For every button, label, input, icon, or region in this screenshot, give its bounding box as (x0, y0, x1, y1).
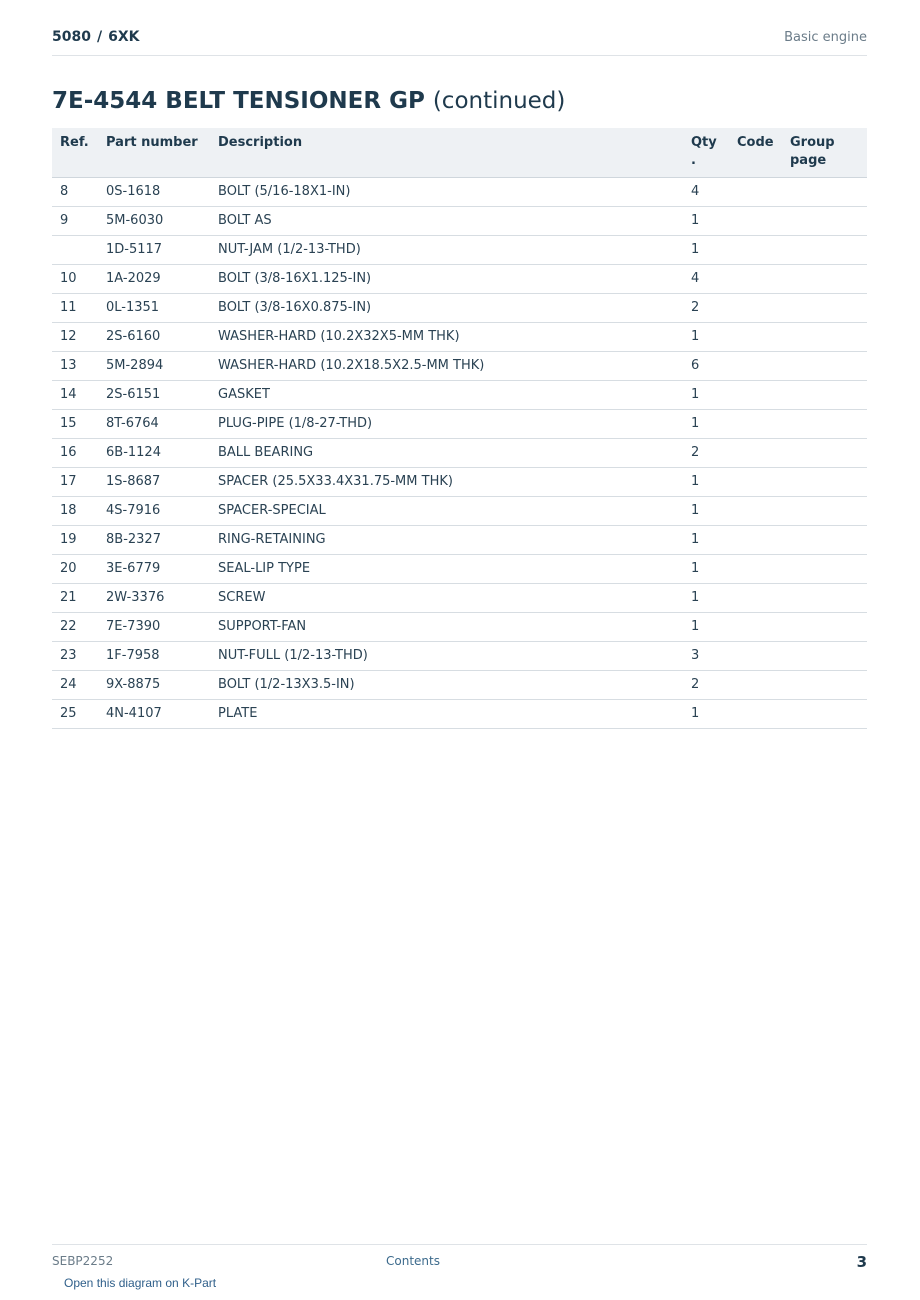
cell-code (729, 612, 782, 641)
cell-part-number: 3E-6779 (98, 554, 210, 583)
table-row (52, 235, 867, 264)
cell-part-number: 1D-5117 (98, 235, 210, 264)
cell-group-page (782, 380, 867, 409)
cell-qty: 3 (683, 641, 729, 670)
cell-group-page (782, 177, 867, 206)
cell-description: BALL BEARING (210, 438, 683, 467)
cell-part-number: 4S-7916 (98, 496, 210, 525)
cell-code (729, 641, 782, 670)
table-row (52, 612, 867, 641)
cell-qty: 2 (683, 293, 729, 322)
table-row (52, 699, 867, 728)
cell-code (729, 293, 782, 322)
cell-part-number: 2S-6160 (98, 322, 210, 351)
cell-code (729, 322, 782, 351)
cell-ref: 24 (52, 670, 98, 699)
model-serial (52, 29, 139, 45)
cell-group-page (782, 322, 867, 351)
page-number: 3 (856, 1253, 867, 1271)
cell-ref: 14 (52, 380, 98, 409)
cell-ref: 9 (52, 206, 98, 235)
cell-description: SPACER (25.5X33.4X31.75-MM THK) (210, 467, 683, 496)
cell-part-number: 5M-2894 (98, 351, 210, 380)
column-description: Description (210, 128, 683, 177)
column-code: Code (729, 128, 782, 177)
table-row (52, 670, 867, 699)
cell-description: GASKET (210, 380, 683, 409)
cell-ref: 20 (52, 554, 98, 583)
table-row (52, 177, 867, 206)
cell-qty: 1 (683, 467, 729, 496)
table-row (52, 293, 867, 322)
cell-qty: 1 (683, 612, 729, 641)
cell-part-number: 8T-6764 (98, 409, 210, 438)
model-separator: / (96, 29, 103, 45)
cell-part-number: 2S-6151 (98, 380, 210, 409)
cell-group-page (782, 409, 867, 438)
table-row (52, 467, 867, 496)
group-title: 7E-4544 BELT TENSIONER GP (52, 88, 425, 114)
cell-group-page (782, 496, 867, 525)
cell-code (729, 525, 782, 554)
cell-qty: 1 (683, 380, 729, 409)
document-id: SEBP2252 (52, 1254, 114, 1268)
cell-qty: 1 (683, 235, 729, 264)
column-qty-line2: . (691, 153, 696, 168)
table-row (52, 351, 867, 380)
serial-prefix: 6XK (108, 29, 140, 45)
cell-description: RING-RETAINING (210, 525, 683, 554)
table-row (52, 409, 867, 438)
cell-group-page (782, 264, 867, 293)
cell-part-number: 1A-2029 (98, 264, 210, 293)
column-group-page (782, 128, 867, 177)
cell-group-page (782, 206, 867, 235)
cell-code (729, 351, 782, 380)
cell-description: BOLT AS (210, 206, 683, 235)
column-qty-line1: Qty (691, 135, 717, 150)
section-name: Basic engine (784, 30, 867, 45)
page-header (52, 28, 867, 56)
cell-part-number: 0S-1618 (98, 177, 210, 206)
cell-group-page (782, 612, 867, 641)
cell-qty: 1 (683, 496, 729, 525)
cell-group-page (782, 293, 867, 322)
cell-qty: 1 (683, 525, 729, 554)
cell-ref: 17 (52, 467, 98, 496)
cell-qty: 6 (683, 351, 729, 380)
cell-code (729, 264, 782, 293)
cell-ref: 15 (52, 409, 98, 438)
cell-description: BOLT (3/8-16X0.875-IN) (210, 293, 683, 322)
cell-part-number: 7E-7390 (98, 612, 210, 641)
table-row (52, 438, 867, 467)
column-part-number: Part number (98, 128, 210, 177)
cell-code (729, 206, 782, 235)
table-row (52, 206, 867, 235)
cell-description: NUT-FULL (1/2-13-THD) (210, 641, 683, 670)
cell-qty: 1 (683, 699, 729, 728)
parts-table-body (52, 177, 867, 728)
cell-description: SPACER-SPECIAL (210, 496, 683, 525)
cell-ref: 11 (52, 293, 98, 322)
cell-qty: 1 (683, 322, 729, 351)
cell-ref: 18 (52, 496, 98, 525)
table-row (52, 496, 867, 525)
cell-description: NUT-JAM (1/2-13-THD) (210, 235, 683, 264)
cell-group-page (782, 467, 867, 496)
cell-group-page (782, 351, 867, 380)
cell-qty: 4 (683, 177, 729, 206)
cell-description: BOLT (5/16-18X1-IN) (210, 177, 683, 206)
model-number: 5080 (52, 29, 91, 45)
table-row (52, 641, 867, 670)
cell-group-page (782, 438, 867, 467)
cell-ref: 23 (52, 641, 98, 670)
cell-description: WASHER-HARD (10.2X32X5-MM THK) (210, 322, 683, 351)
cell-part-number: 9X-8875 (98, 670, 210, 699)
cell-part-number: 8B-2327 (98, 525, 210, 554)
cell-ref: 25 (52, 699, 98, 728)
cell-description: SUPPORT-FAN (210, 612, 683, 641)
cell-qty: 2 (683, 670, 729, 699)
cell-qty: 1 (683, 206, 729, 235)
cell-part-number: 0L-1351 (98, 293, 210, 322)
cell-part-number: 5M-6030 (98, 206, 210, 235)
parts-table-header (52, 128, 867, 177)
continued-label: (continued) (432, 88, 566, 114)
cell-code (729, 554, 782, 583)
column-qty (683, 128, 729, 177)
contents-link[interactable]: Contents (386, 1254, 440, 1268)
cell-ref: 13 (52, 351, 98, 380)
table-row (52, 525, 867, 554)
page-footer (52, 1244, 867, 1274)
column-group-line2: page (790, 153, 827, 168)
cell-qty: 4 (683, 264, 729, 293)
cell-part-number: 2W-3376 (98, 583, 210, 612)
cell-ref: 8 (52, 177, 98, 206)
cell-code (729, 496, 782, 525)
cell-code (729, 235, 782, 264)
cell-description: SCREW (210, 583, 683, 612)
cell-code (729, 177, 782, 206)
cell-qty: 1 (683, 583, 729, 612)
cell-description: PLUG-PIPE (1/8-27-THD) (210, 409, 683, 438)
cell-part-number: 1S-8687 (98, 467, 210, 496)
cell-code (729, 438, 782, 467)
cell-part-number: 6B-1124 (98, 438, 210, 467)
cell-code (729, 380, 782, 409)
cell-qty: 2 (683, 438, 729, 467)
cell-code (729, 467, 782, 496)
cell-part-number: 4N-4107 (98, 699, 210, 728)
cell-description: PLATE (210, 699, 683, 728)
cell-group-page (782, 525, 867, 554)
table-row (52, 554, 867, 583)
cell-ref: 10 (52, 264, 98, 293)
cell-group-page (782, 583, 867, 612)
cell-group-page (782, 699, 867, 728)
cell-ref: 19 (52, 525, 98, 554)
table-row (52, 264, 867, 293)
parts-table (52, 128, 867, 729)
cell-part-number: 1F-7958 (98, 641, 210, 670)
column-group-line1: Group (790, 135, 835, 150)
cell-ref: 22 (52, 612, 98, 641)
kpart-link[interactable]: Open this diagram on K-Part (64, 1276, 217, 1290)
cell-group-page (782, 235, 867, 264)
cell-group-page (782, 641, 867, 670)
page-title (52, 88, 565, 114)
cell-ref: 12 (52, 322, 98, 351)
cell-description: SEAL-LIP TYPE (210, 554, 683, 583)
cell-group-page (782, 670, 867, 699)
cell-code (729, 670, 782, 699)
table-row (52, 322, 867, 351)
table-row (52, 380, 867, 409)
cell-code (729, 409, 782, 438)
cell-ref (52, 235, 98, 264)
table-row (52, 583, 867, 612)
cell-description: BOLT (1/2-13X3.5-IN) (210, 670, 683, 699)
cell-description: WASHER-HARD (10.2X18.5X2.5-MM THK) (210, 351, 683, 380)
header-row (52, 128, 867, 177)
cell-code (729, 583, 782, 612)
cell-group-page (782, 554, 867, 583)
column-ref: Ref. (52, 128, 98, 177)
cell-ref: 21 (52, 583, 98, 612)
cell-qty: 1 (683, 554, 729, 583)
cell-code (729, 699, 782, 728)
cell-ref: 16 (52, 438, 98, 467)
cell-description: BOLT (3/8-16X1.125-IN) (210, 264, 683, 293)
cell-qty: 1 (683, 409, 729, 438)
